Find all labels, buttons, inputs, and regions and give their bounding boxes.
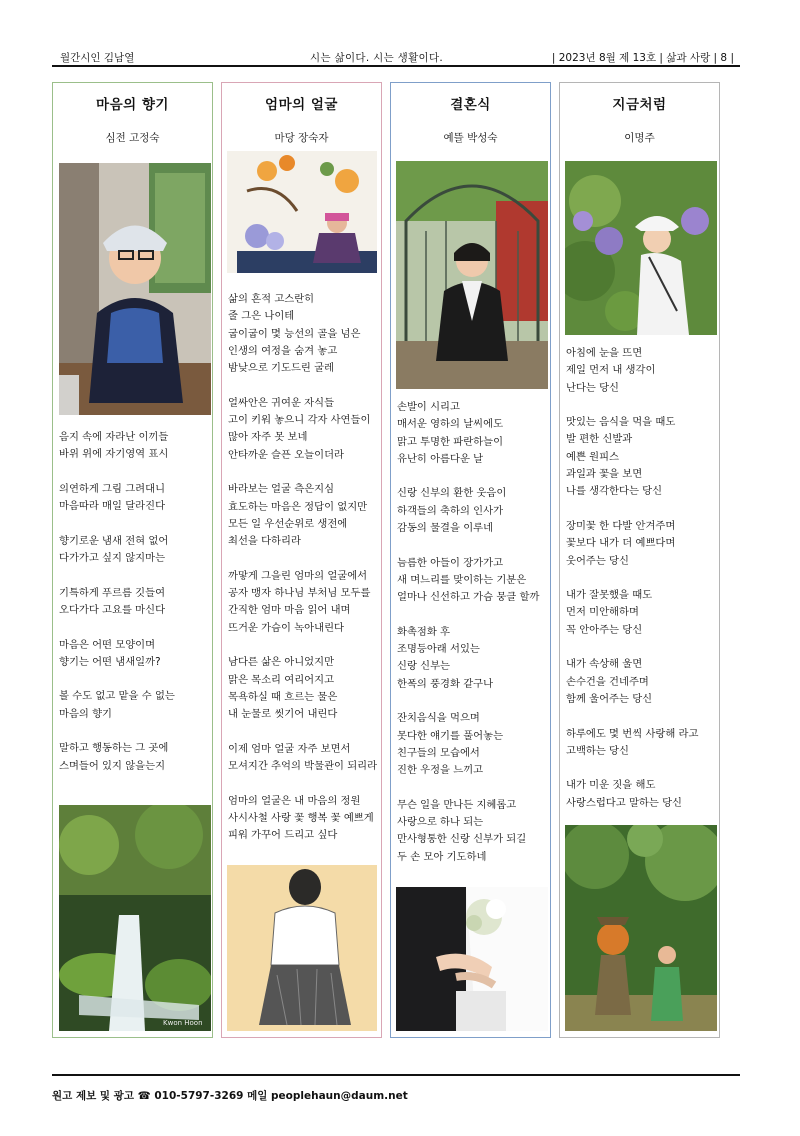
poem-line: 못다한 얘기를 풀어놓는 [397,729,504,742]
poem-line: 함께 울어주는 당신 [566,692,653,705]
poem-line: 마음따라 매일 달라진다 [59,500,166,513]
poem-line: 삶의 흔적 고스란히 [228,293,315,305]
poem-line: 유난히 아름다운 날 [397,452,484,465]
poem-line: 고이 키워 놓으니 각자 사연들이 [228,414,371,427]
poem-line: 손수건을 건네주며 [566,675,649,688]
poem-line: 줄 그은 나이테 [228,310,295,323]
poem-column-1 [52,82,213,1038]
poem-line: 무슨 일을 만나든 지혜롭고 [397,798,517,811]
poem-line: 먼저 미안해하며 [566,606,639,619]
poem-line: 아침에 눈을 뜨면 [566,347,643,359]
poem-line: 꽃보다 내가 더 예쁘다며 [566,537,676,550]
page-header [52,50,740,66]
poem-line: 과일과 꽃을 보면 [566,468,643,481]
poem-line: 매서운 영하의 날씨에도 [397,418,504,431]
poem-title: 결혼식 [450,97,491,113]
poem-line: 밤낮으로 기도드린 굴레 [228,362,335,375]
poem-line: 모든 일 우선순위로 생전에 [228,517,348,530]
poem-line: 음지 속에 자라난 이끼들 [59,431,169,443]
header-motto: 시는 삶이다. 시는 생활이다. [310,52,444,64]
poem-line: 뜨거운 가슴이 녹아내린다 [228,621,344,634]
poem-line: 늠름한 아들이 장가가고 [397,556,504,569]
poem-line: 웃어주는 당신 [566,554,629,567]
poem-line: 최선을 다하리라 [228,535,301,548]
poem-line: 제일 먼저 내 생각이 [566,364,656,377]
poem-line: 사랑으로 하나 되는 [397,816,484,829]
poem-line: 얼싸안은 귀여운 자식들 [228,396,335,409]
poem-line: 감동의 물결을 이루네 [397,522,494,535]
poem-line: 사시사철 사랑 꽃 행복 꽃 예쁘게 [228,811,374,824]
poem-line: 인생의 여정을 숨겨 놓고 [228,344,338,357]
poem-line: 피워 가꾸어 드리고 싶다 [228,829,338,842]
poem-line: 스며들어 있지 않을는지 [59,759,166,772]
poem-line: 내가 속상해 울면 [566,658,643,671]
poem-title: 마음의 향기 [96,97,169,113]
poem-line: 마음은 어떤 모양이며 [59,638,156,651]
poem-line: 말하고 행동하는 그 곳에 [59,742,169,755]
author-photo [227,151,377,273]
poem-line: 오다가다 고요를 마신다 [59,603,166,616]
mother-illustration [227,865,377,1031]
poem-line: 볼 수도 없고 맡을 수 없는 [59,690,175,703]
wedding-photo [396,887,548,1031]
poem-line: 하루에도 몇 번씩 사랑해 라고 [566,727,699,740]
photo-credit: Kwon Hoon [163,1019,203,1027]
poem-line: 향기는 어떤 냄새일까? [59,655,161,668]
poem-author: 심전 고정숙 [105,132,160,144]
poem-line: 의연하게 그림 그려대니 [59,482,166,495]
header-publication: 월간시인 김남열 [60,52,135,64]
poem-line: 나를 생각한다는 당신 [566,485,663,498]
poem-line: 손발이 시리고 [397,401,460,413]
poem-line: 얼마나 신선하고 가슴 뭉클 할까 [397,591,540,604]
poem-line: 잔치음식을 먹으며 [397,712,480,725]
poem-line: 남다른 삶은 아니었지만 [228,656,335,669]
poem-line: 친구들의 모습에서 [397,746,480,759]
poem-line: 새 며느리를 맞이하는 기분은 [397,573,527,586]
poem-line: 예쁜 원피스 [566,450,620,463]
poem-line: 맛있는 음식을 먹을 때도 [566,416,676,429]
garden-photo [565,825,717,1031]
poem-body [59,429,209,792]
poem-line: 까맣게 그을린 엄마의 얼굴에서 [228,569,368,582]
poem-column-4 [559,82,720,1038]
poem-author: 이명주 [624,132,655,144]
poem-line: 두 손 모아 기도하네 [397,850,487,863]
poem-body [566,345,716,881]
poem-line: 이제 엄마 얼굴 자주 보면서 [228,742,351,755]
poem-line: 내가 미운 짓을 해도 [566,779,656,792]
poem-body [228,291,378,862]
poem-line: 사랑스럽다고 말하는 당신 [566,796,682,809]
poem-line: 맑은 목소리 여리어지고 [228,673,335,686]
poem-line: 모셔지간 추억의 박물관이 되리라 [228,760,378,773]
poem-line: 조명등아래 서있는 [397,643,480,656]
poem-line: 향기로운 냄새 전혀 없어 [59,534,169,547]
poem-author: 예뜰 박성숙 [443,132,498,144]
poem-line: 만사형통한 신랑 신부가 되길 [397,833,527,846]
poem-line: 바라보는 얼굴 측은지심 [228,483,335,496]
poem-line: 난다는 당신 [566,381,620,394]
poem-title: 지금처럼 [612,97,667,113]
footer-divider [52,1074,740,1076]
author-photo [565,161,717,335]
poem-line: 신랑 신부의 환한 웃음이 [397,487,507,500]
poem-line: 화촉점화 후 [397,625,451,638]
header-divider [52,65,740,67]
poem-column-3 [390,82,551,1038]
poem-line: 간직한 엄마 마음 읽어 내며 [228,604,351,617]
poem-author: 마당 장숙자 [274,132,329,144]
poem-line: 많아 자주 못 보네 [228,431,308,444]
waterfall-photo [59,805,211,1031]
poem-line: 목욕하실 때 흐르는 물은 [228,690,338,703]
poem-line: 다가가고 싶지 않지마는 [59,552,166,565]
author-photo [59,163,211,415]
poem-line: 한폭의 풍경화 같구나 [397,677,494,690]
poem-line: 하객들의 축하의 인사가 [397,504,504,517]
poem-line: 고백하는 당신 [566,744,629,757]
poem-line: 공자 맹자 하나님 부처님 모두를 [228,587,371,600]
poem-line: 기특하게 푸르름 깃들여 [59,586,166,599]
poem-line: 안타까운 슬픈 오늘이더라 [228,448,344,461]
poem-line: 내 눈물로 씻기어 내린다 [228,708,338,721]
footer-contact: 원고 제보 및 광고 ☎ 010-5797-3269 메일 peoplehaun@daum.net [52,1090,408,1102]
header-issue-info: | 2023년 8월 제 13호 | 삶과 사랑 | 8 | [551,52,734,64]
poem-line: 맑고 투명한 파란하늘이 [397,435,504,448]
poem-line: 엄마의 얼굴은 내 마음의 정원 [228,794,361,807]
poem-line: 바위 위에 자기영역 표시 [59,448,169,461]
poem-line: 내가 잘못했을 때도 [566,589,653,602]
author-photo [396,161,548,389]
poem-line: 굽이굽이 몇 능선의 골을 넘은 [228,327,361,340]
poem-line: 진한 우정을 느끼고 [397,764,484,777]
poem-line: 발 편한 신발과 [566,433,633,446]
poem-body [397,399,547,883]
poem-line: 장미꽃 한 다발 안겨주며 [566,519,676,532]
poem-column-2 [221,82,382,1038]
poem-line: 신랑 신부는 [397,660,451,673]
poem-line: 꼭 안아주는 당신 [566,623,643,636]
poem-line: 효도하는 마음은 정답이 없지만 [228,500,368,513]
poem-line: 마음의 향기 [59,707,113,720]
poem-title: 엄마의 얼굴 [265,97,338,113]
